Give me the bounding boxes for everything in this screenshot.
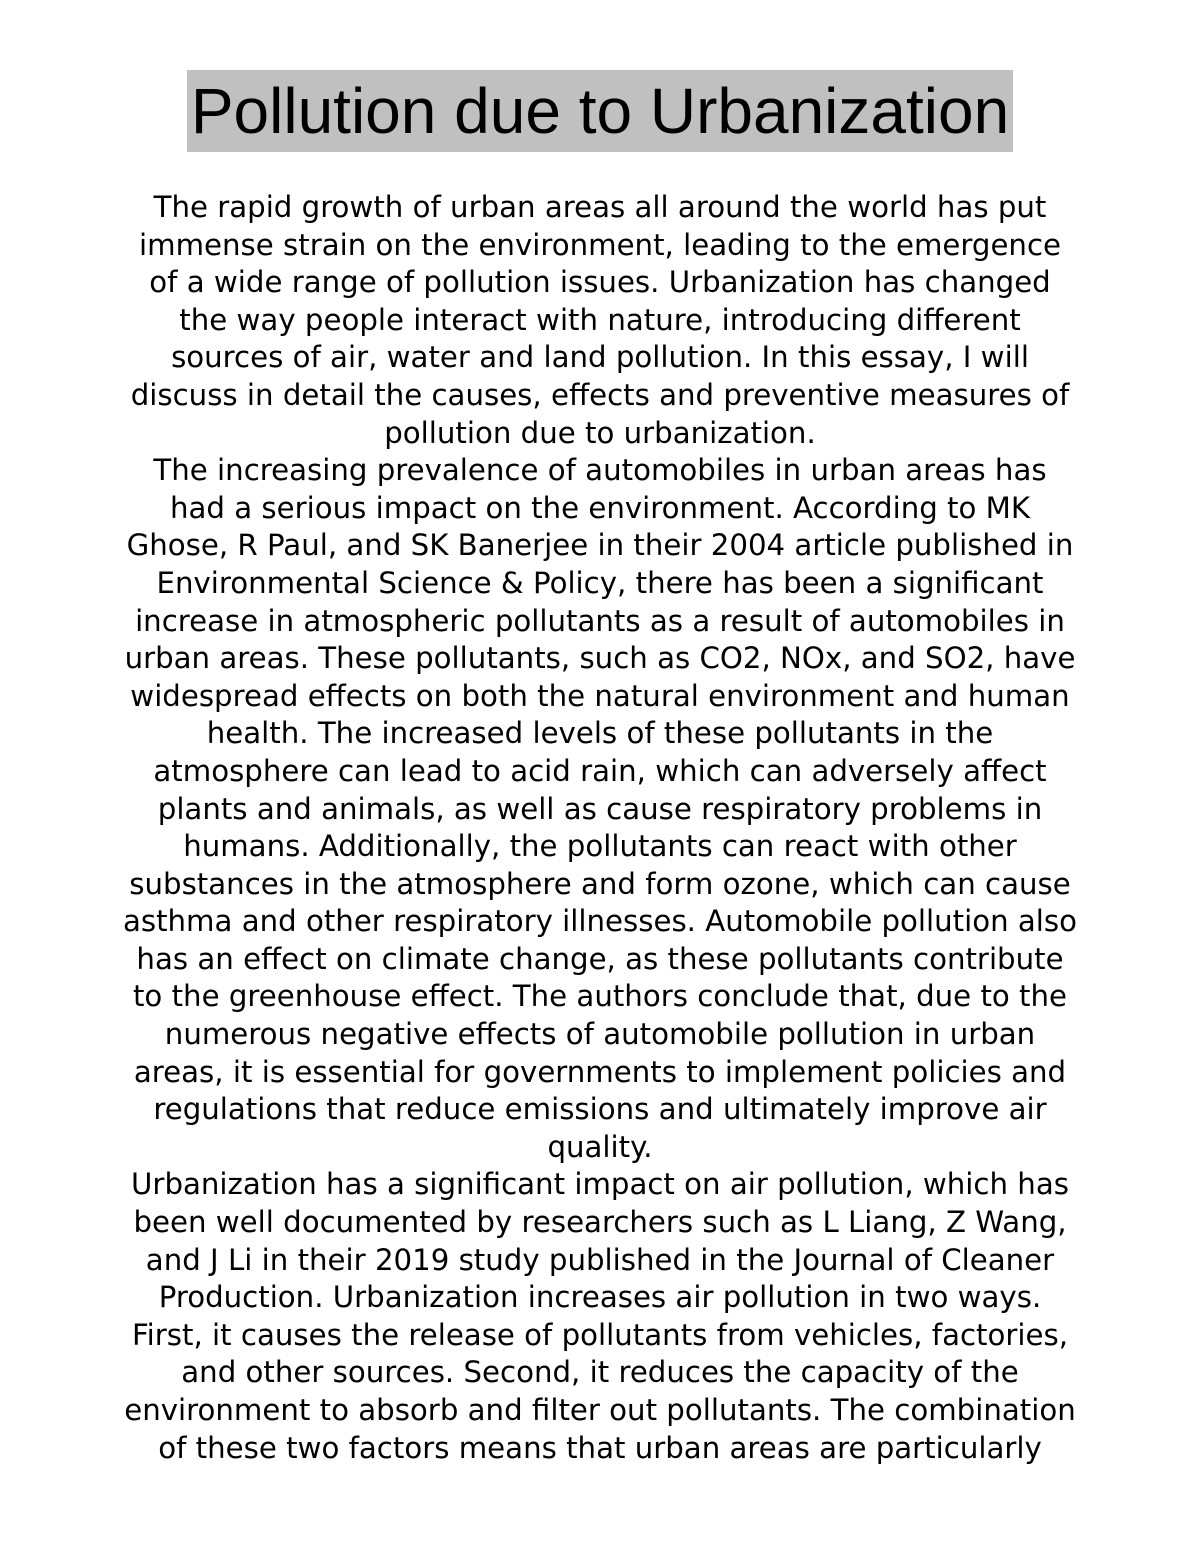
text-line: Environmental Science & Policy, there has been a significant: [156, 565, 1044, 600]
text-line: regulations that reduce emissions and ultimately improve air: [153, 1092, 1047, 1127]
title-container: [0, 70, 1200, 152]
text-line: environment to absorb and filter out pollutants. The combination: [124, 1393, 1076, 1427]
text-line: areas, it is essential for governments to implement policies and: [133, 1054, 1067, 1089]
text-line: The increasing prevalence of automobiles in urban areas has: [153, 453, 1047, 488]
text-line: numerous negative effects of automobile pollution in urban: [164, 1017, 1036, 1052]
text-line: sources of air, water and land pollution. In this essay, I will: [171, 340, 1029, 375]
text-line: quality.: [547, 1129, 653, 1164]
text-line: urban areas. These pollutants, such as CO2, NOx, and SO2, have: [124, 641, 1076, 676]
page-title: Pollution due to Urbanization: [187, 70, 1013, 152]
text-line: plants and animals, as well as cause respiratory problems in: [157, 791, 1043, 826]
text-line: discuss in detail the causes, effects and preventive measures of: [130, 377, 1070, 412]
text-line: Production. Urbanization increases air pollution in two ways.: [158, 1280, 1042, 1315]
text-line: increase in atmospheric pollutants as a result of automobiles in: [135, 603, 1065, 638]
text-line: to the greenhouse effect. The authors conclude that, due to the: [132, 979, 1068, 1014]
text-line: immense strain on the environment, leading to the emergence: [138, 227, 1061, 262]
essay-body: [0, 189, 1200, 1467]
text-line: been well documented by researchers such as L Liang, Z Wang,: [133, 1205, 1067, 1240]
text-line: The rapid growth of urban areas all around the world has put: [153, 190, 1047, 224]
text-line: widespread effects on both the natural environment and human: [130, 678, 1070, 713]
text-line: First, it causes the release of pollutants from vehicles, factories,: [131, 1317, 1069, 1352]
text-line: asthma and other respiratory illnesses. Automobile pollution also: [122, 904, 1078, 939]
text-line: Ghose, R Paul, and SK Banerjee in their 2004 article published in: [126, 528, 1074, 563]
text-line: has an effect on climate change, as these pollutants contribute: [136, 941, 1064, 976]
text-line: of these two factors means that urban areas are particularly: [158, 1430, 1042, 1465]
text-line: and J Li in their 2019 study published in the Journal of Cleaner: [145, 1242, 1055, 1277]
text-line: the way people interact with nature, introducing different: [179, 302, 1021, 337]
text-line: and other sources. Second, it reduces the capacity of the: [181, 1355, 1019, 1390]
text-line: atmosphere can lead to acid rain, which can adversely affect: [153, 753, 1047, 788]
text-line: had a serious impact on the environment. According to MK: [169, 490, 1031, 525]
text-line: pollution due to urbanization.: [384, 415, 816, 450]
text-line: of a wide range of pollution issues. Urbanization has changed: [149, 265, 1051, 300]
text-line: humans. Additionally, the pollutants can react with other: [183, 829, 1017, 864]
text-line: Urbanization has a significant impact on air pollution, which has: [131, 1167, 1069, 1202]
text-line: substances in the atmosphere and form ozone, which can cause: [129, 866, 1071, 901]
text-line: health. The increased levels of these pollutants in the: [206, 716, 994, 751]
